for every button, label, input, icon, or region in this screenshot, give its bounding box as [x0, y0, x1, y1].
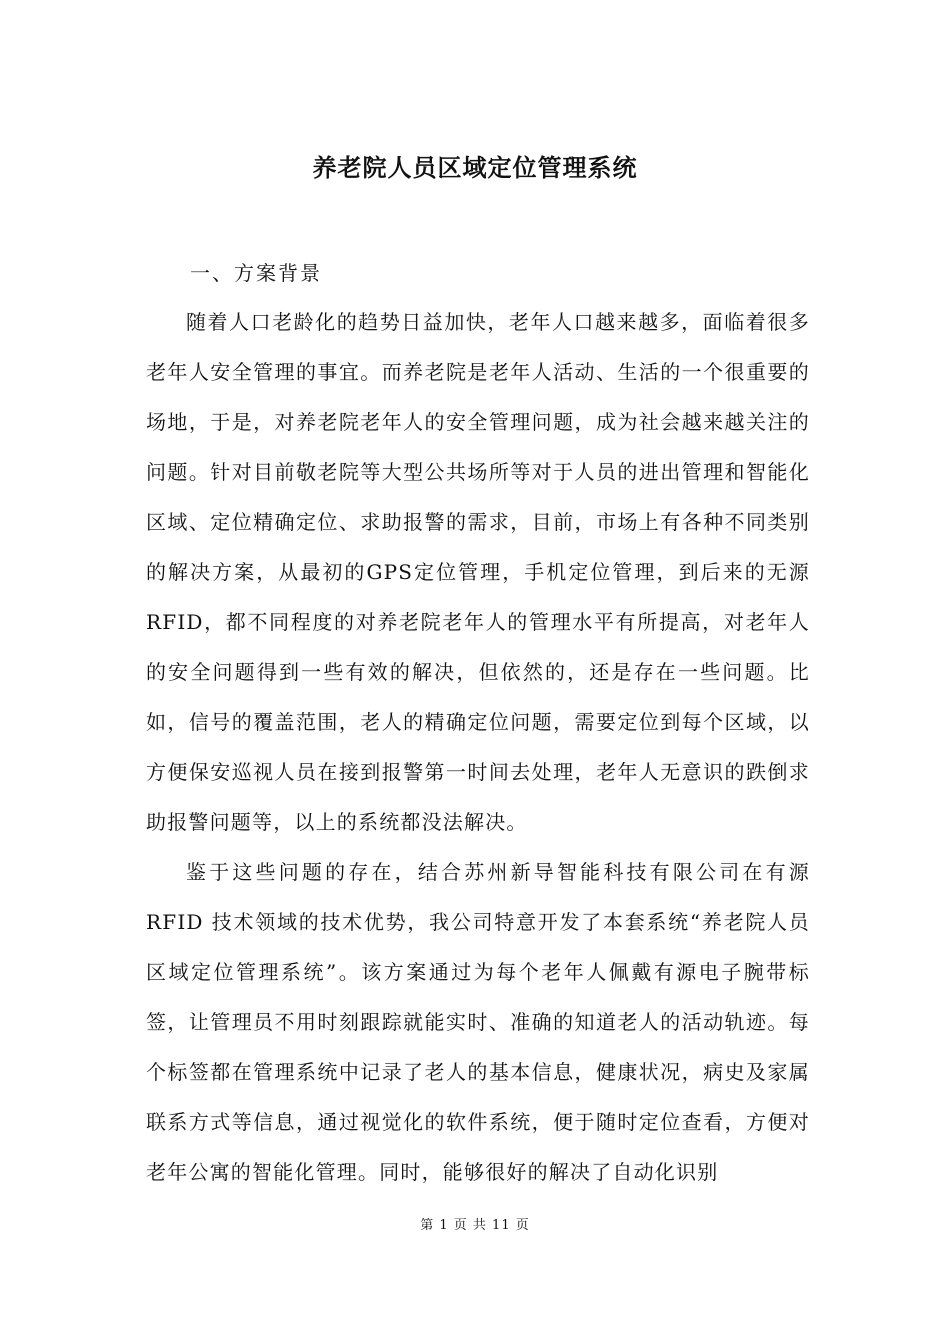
document-title: 养老院人员区域定位管理系统	[312, 153, 638, 182]
section-heading: 一、方案背景	[190, 261, 322, 285]
body-paragraph-2: 鉴于这些问题的存在，结合苏州新导智能科技有限公司在有源RFID 技术领域的技术优势，我公司特意开发了本套系统“养老院人员区域定位管理系统”。该方案通过为每个老年人佩戴有源电子腕带标签，让管理员不用时刻跟踪就能实时、准确的知道老人的活动轨迹。每个标签都在管理系统中记录了老人的基本信息，健康状况，病史及家属联系方式等信息，通过视觉化的软件系统，便于随时定位查看，方便对老年公寓的智能化管理。同时，能够很好的解决了自动化识别	[146, 860, 810, 1184]
page-footer: 第 1 页 共 11 页	[420, 1218, 530, 1233]
body-paragraph-1: 随着人口老龄化的趋势日益加快，老年人口越来越多，面临着很多老年人安全管理的事宜。而养老院是老年人活动、生活的一个很重要的场地，于是，对养老院老年人的安全管理问题，成为社会越来越关注的问题。针对目前敬老院等大型公共场所等对于人员的进出管理和智能化区域、定位精确定位、求助报警的需求，目前，市场上有各种不同类别的解决方案，从最初的GPS定位管理，手机定位管理，到后来的无源 RFID，都不同程度的对养老院老年人的管理水平有所提高，对老年人的安全问题得到一些有效的解决，但依然的，还是存在一些问题。比如，信号的覆盖范围，老人的精确定位问题，需要定位到每个区域，以方便保安巡视人员在接到报警第一时间去处理，老年人无意识的跌倒求助报警问题等，以上的系统都没法解决。	[146, 310, 810, 834]
